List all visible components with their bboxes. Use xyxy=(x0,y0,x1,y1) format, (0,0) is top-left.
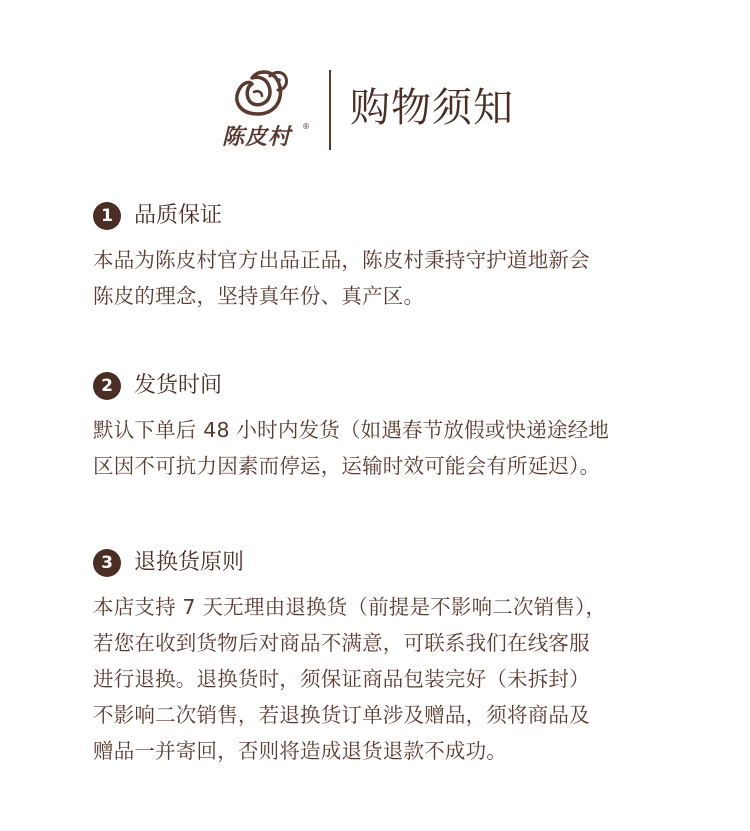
brand-name: 陈皮村 xyxy=(222,124,292,150)
body-line: 若您在收到货物后对商品不满意，可联系我们在线客服 xyxy=(93,631,590,655)
section-body xyxy=(93,589,693,769)
registered-mark: ® xyxy=(302,122,310,131)
section-header xyxy=(93,547,693,579)
section-body xyxy=(93,412,693,484)
body-line: 进行退换。退换货时，须保证商品包装完好（未拆封） xyxy=(93,667,590,691)
section-header xyxy=(93,370,693,402)
body-line: 不影响二次销售，若退换货订单涉及赠品，须将商品及 xyxy=(93,703,590,727)
section-title: 品质保证 xyxy=(134,203,223,228)
section-title: 退换货原则 xyxy=(134,550,245,575)
page-title: 购物须知 xyxy=(350,85,514,131)
body-line: 本品为陈皮村官方出品正品，陈皮村秉持守护道地新会 xyxy=(93,248,590,272)
squirrel-icon xyxy=(218,62,298,122)
brand-logo xyxy=(218,62,318,162)
body-line: 区因不可抗力因素而停运，运输时效可能会有所延迟）。 xyxy=(93,454,601,478)
body-line: 陈皮的理念，坚持真年份、真产区。 xyxy=(93,284,425,308)
section-quality-guarantee xyxy=(93,200,693,314)
header xyxy=(0,62,750,162)
number-badge: 3 xyxy=(93,549,121,577)
body-line: 赠品一并寄回，否则将造成退货退款不成功。 xyxy=(93,739,507,763)
section-title: 发货时间 xyxy=(134,373,223,398)
body-line: 默认下单后 48 小时内发货（如遇春节放假或快递途经地 xyxy=(93,418,610,442)
body-line: 本店支持 7 天无理由退换货（前提是不影响二次销售）， xyxy=(93,595,607,619)
number-badge: 2 xyxy=(93,372,121,400)
section-shipping-time xyxy=(93,370,693,484)
section-body xyxy=(93,242,693,314)
header-divider xyxy=(329,70,331,150)
section-return-policy xyxy=(93,547,693,769)
number-badge: 1 xyxy=(93,202,121,230)
section-header xyxy=(93,200,693,232)
